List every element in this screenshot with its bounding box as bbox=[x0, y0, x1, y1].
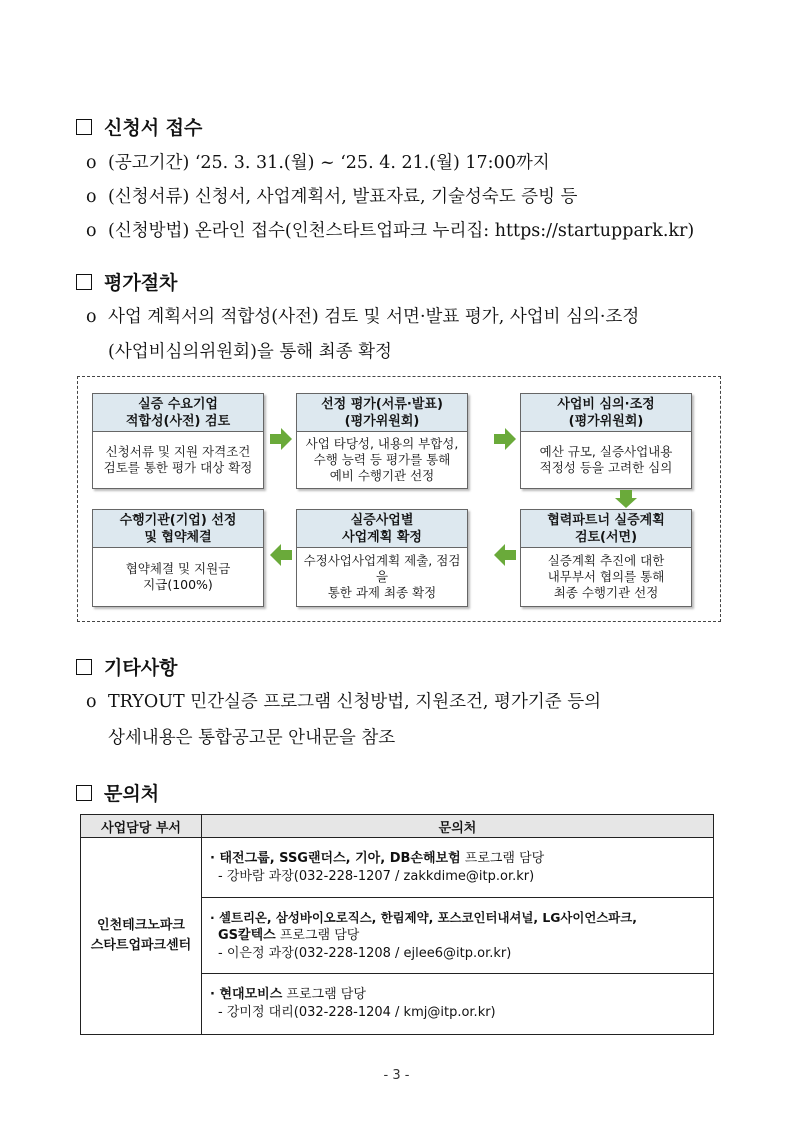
section-title: 신청서 접수 bbox=[104, 117, 203, 139]
table-row bbox=[81, 838, 714, 898]
flow-step-5: 실증사업별 사업계획 확정 수정사업사업계획 제출, 점검을 통한 과제 최종 확정 bbox=[296, 509, 468, 607]
checkbox-square-icon bbox=[76, 119, 92, 135]
arrow-down-icon bbox=[614, 489, 638, 509]
table-header-row bbox=[81, 815, 714, 838]
section-title: 평가절차 bbox=[104, 272, 178, 294]
flow-step-6: 수행기관(기업) 선정 및 협약체결 협약체결 및 지원금 지급(100%) bbox=[92, 509, 264, 607]
section-title: 문의처 bbox=[104, 783, 160, 805]
evaluation-flow-diagram bbox=[77, 376, 721, 622]
checkbox-square-icon bbox=[76, 659, 92, 675]
flow-step-2: 선정 평가(서류·발표) (평가위원회) 사업 타당성, 내용의 부합성, 수행 능력 등 평가를 통해 예비 수행기관 선정 bbox=[296, 393, 468, 489]
section-etc-heading bbox=[76, 653, 177, 680]
arrow-left-icon bbox=[268, 543, 294, 567]
apply-bullet-method: o (신청방법) 온라인 접수(인천스타트업파크 누리집: https://startuppark.kr) bbox=[86, 221, 695, 241]
contact-table bbox=[80, 814, 714, 1035]
contact-cell: · 태전그룹, SSG랜더스, 기아, DB손해보험 프로그램 담당 - 강바람 과장(032-228-1207 / zakkdime@itp.or.kr) bbox=[202, 838, 714, 898]
etc-bullet-cont: 상세내용은 통합공고문 안내문을 참조 bbox=[108, 728, 396, 748]
column-header-contact: 문의처 bbox=[202, 815, 714, 838]
eval-bullet: o 사업 계획서의 적합성(사전) 검토 및 서면·발표 평가, 사업비 심의·조정 bbox=[86, 307, 640, 327]
arrow-right-icon bbox=[492, 427, 518, 451]
flow-step-1: 실증 수요기업 적합성(사전) 검토 신청서류 및 지원 자격조건 검토를 통한 평가 대상 확정 bbox=[92, 393, 264, 489]
checkbox-square-icon bbox=[76, 274, 92, 290]
eval-bullet-cont: (사업비심의위원회)을 통해 최종 확정 bbox=[108, 342, 392, 362]
arrow-left-icon bbox=[492, 543, 518, 567]
section-apply-heading bbox=[76, 113, 202, 140]
column-header-dept: 사업담당 부서 bbox=[81, 815, 202, 838]
arrow-right-icon bbox=[268, 427, 294, 451]
page-number: - 3 - bbox=[383, 1068, 410, 1083]
section-eval-heading bbox=[76, 268, 177, 295]
section-title: 기타사항 bbox=[104, 657, 178, 679]
checkbox-square-icon bbox=[76, 785, 92, 801]
dept-cell: 인천테크노파크 스타트업파크센터 bbox=[81, 838, 202, 1035]
apply-bullet-documents: o (신청서류) 신청서, 사업계획서, 발표자료, 기술성숙도 증빙 등 bbox=[86, 187, 578, 207]
flow-step-3: 사업비 심의·조정 (평가위원회) 예산 규모, 실증사업내용 적정성 등을 고려한 심의 bbox=[520, 393, 692, 489]
etc-bullet: o TRYOUT 민간실증 프로그램 신청방법, 지원조건, 평가기준 등의 bbox=[86, 692, 602, 712]
apply-bullet-period: o (공고기간) ‘25. 3. 31.(월) ~ ‘25. 4. 21.(월) 17:00까지 bbox=[86, 153, 550, 173]
flow-step-4: 협력파트너 실증계획 검토(서면) 실증계획 추진에 대한 내무부서 협의를 통해 최종 수행기관 선정 bbox=[520, 509, 692, 607]
section-contact-heading bbox=[76, 779, 159, 806]
contact-cell: · 셀트리온, 삼성바이오로직스, 한림제약, 포스코인터내셔널, LG사이언스파크, GS칼텍스 프로그램 담당 - 이은정 과장(032-228-1208 / ejlee6@itp.or.kr) bbox=[202, 898, 714, 974]
contact-cell: · 현대모비스 프로그램 담당 - 강미정 대리(032-228-1204 / kmj@itp.or.kr) bbox=[202, 974, 714, 1035]
